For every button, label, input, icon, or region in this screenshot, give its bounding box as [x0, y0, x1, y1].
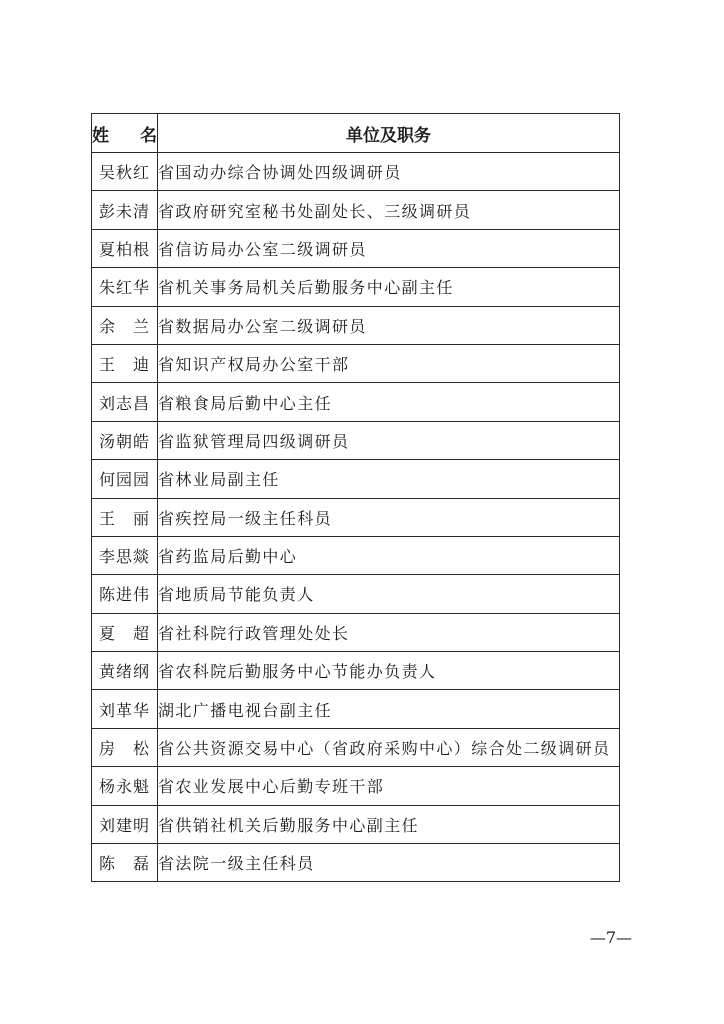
row-name: 朱红华 — [92, 268, 158, 306]
row-position: 省知识产权局办公室干部 — [158, 344, 620, 382]
table-row — [92, 383, 620, 421]
table-row — [92, 728, 620, 766]
row-position: 省公共资源交易中心（省政府采购中心）综合处二级调研员 — [158, 728, 620, 766]
row-position: 省药监局后勤中心 — [158, 536, 620, 574]
table-row — [92, 153, 620, 191]
row-position: 省监狱管理局四级调研员 — [158, 421, 620, 459]
row-name: 彭未清 — [92, 191, 158, 229]
table-body — [92, 153, 620, 882]
row-position: 湖北广播电视台副主任 — [158, 690, 620, 728]
row-name: 陈 磊 — [92, 844, 158, 882]
table-row — [92, 306, 620, 344]
row-position: 省法院一级主任科员 — [158, 844, 620, 882]
row-name: 夏柏根 — [92, 229, 158, 267]
row-name: 刘建明 — [92, 805, 158, 843]
row-name: 黄绪纲 — [92, 652, 158, 690]
table-row — [92, 229, 620, 267]
row-name: 房 松 — [92, 728, 158, 766]
table-row — [92, 536, 620, 574]
row-name: 刘革华 — [92, 690, 158, 728]
row-position: 省国动办综合协调处四级调研员 — [158, 153, 620, 191]
row-position: 省农科院后勤服务中心节能办负责人 — [158, 652, 620, 690]
table-row — [92, 575, 620, 613]
table-row — [92, 421, 620, 459]
table-row — [92, 498, 620, 536]
table-row — [92, 344, 620, 382]
row-name: 汤朝皓 — [92, 421, 158, 459]
table-row — [92, 805, 620, 843]
row-name: 王 迪 — [92, 344, 158, 382]
row-position: 省疾控局一级主任科员 — [158, 498, 620, 536]
page-number: —7— — [589, 928, 632, 947]
row-name: 何园园 — [92, 460, 158, 498]
row-position: 省林业局副主任 — [158, 460, 620, 498]
table-row — [92, 460, 620, 498]
row-name: 李思燚 — [92, 536, 158, 574]
row-position: 省地质局节能负责人 — [158, 575, 620, 613]
row-name: 夏 超 — [92, 613, 158, 651]
table-row — [92, 613, 620, 651]
row-name: 余 兰 — [92, 306, 158, 344]
table-row — [92, 767, 620, 805]
table-row — [92, 268, 620, 306]
row-name: 吴秋红 — [92, 153, 158, 191]
table-row — [92, 690, 620, 728]
row-position: 省社科院行政管理处处长 — [158, 613, 620, 651]
row-position: 省供销社机关后勤服务中心副主任 — [158, 805, 620, 843]
row-position: 省农业发展中心后勤专班干部 — [158, 767, 620, 805]
header-name: 姓 名 — [92, 114, 158, 153]
row-position: 省数据局办公室二级调研员 — [158, 306, 620, 344]
table-row — [92, 652, 620, 690]
table-row — [92, 844, 620, 882]
header-position: 单位及职务 — [158, 114, 620, 153]
row-name: 杨永魁 — [92, 767, 158, 805]
table-row — [92, 191, 620, 229]
row-position: 省机关事务局机关后勤服务中心副主任 — [158, 268, 620, 306]
row-name: 陈进伟 — [92, 575, 158, 613]
row-name: 刘志昌 — [92, 383, 158, 421]
personnel-table — [91, 113, 620, 882]
row-position: 省政府研究室秘书处副处长、三级调研员 — [158, 191, 620, 229]
row-name: 王 丽 — [92, 498, 158, 536]
row-position: 省粮食局后勤中心主任 — [158, 383, 620, 421]
row-position: 省信访局办公室二级调研员 — [158, 229, 620, 267]
table-header-row — [92, 114, 620, 153]
